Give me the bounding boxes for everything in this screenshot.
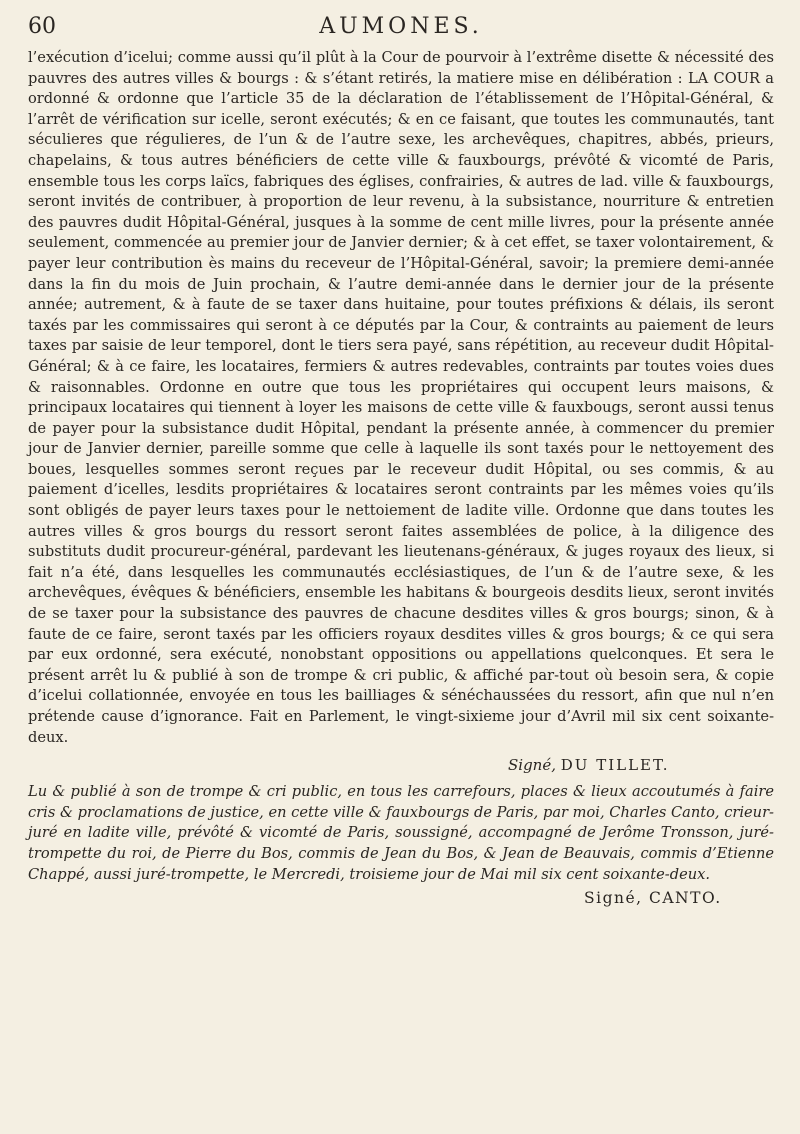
signature-name: DU TILLET. (560, 756, 670, 775)
signature-canto: Signé, CANTO. (584, 889, 722, 908)
signature-du-tillet (28, 754, 774, 776)
running-head (28, 14, 774, 48)
running-title: AUMONES. (319, 14, 483, 39)
signature-label: Signé, (508, 756, 556, 775)
body-paragraph: l’exécution d’icelui; comme aussi qu’il plût à la Cour de pourvoir à l’extrême disette & nécessité des pauvres des autres villes & bourgs : & s’étant retirés, la matiere mise en délibération : LA COUR a ordonné & ordonne que l’article 35 de la déclaration de l’établissement de l’Hôpital-Général, & l’arrêt de vérification sur icelle, seront exécutés; & en ce faisant, que toutes les communautés, tant séculieres que régulieres, de l’un & de l’autre sexe, les archevêques, chapitres, abbés, prieurs, chapelains, & tous autres bénéficiers de cette ville & fauxbourgs, prévôté & vicomté de Paris, ensemble tous les corps laïcs, fabriques des églises, confrairies, & autres de lad. ville & fauxbourgs, seront invités de contribuer, à proportion de leur revenu, à la subsistance, nourriture & entretien des pauvres dudit Hôpital-Général, jusques à la somme de cent mille livres, pour la présente année seulement, commencée au premier jour de Janvier dernier; & à cet effet, se taxer volontairement, & payer leur contribution ès mains du receveur de l’Hôpital-Général, savoir; la premiere demi-année dans la fin du mois de Juin prochain, & l’autre demi-année dans le dernier jour de la présente année; autrement, & à faute de se taxer dans huitaine, pour toutes préfixions & délais, ils seront taxés par les commissaires qui seront à ce députés par la Cour, & contraints au paiement de leurs taxes par saisie de leur temporel, dont le tiers sera payé, sans répétition, au receveur dudit Hôpital-Général; & à ce faire, les locataires, fermiers & autres redevables, contraints par toutes voies dues & raisonnables. Ordonne en outre que tous les propriétaires qui occupent leurs maisons, & principaux locataires qui tiennent à loyer les maisons de cette ville & fauxbougs, seront aussi tenus de payer pour la subsistance dudit Hôpital, pendant la présente année, à commencer du premier jour de Janvier dernier, pareille somme que celle à laquelle ils sont taxés pour le nettoyement des boues, lesquelles sommes seront reçues par le receveur dudit Hôpital, ou ses commis, & au paiement d’icelles, lesdits propriétaires & locataires seront contraints par les mêmes voies qu’ils sont obligés de payer leurs taxes pour le nettoiement de ladite ville. Ordonne que dans toutes les autres villes & gros bourgs du ressort seront faites assemblées de police, à la diligence des substituts dudit procureur-général, pardevant les lieutenans-généraux, & juges royaux des lieux, si fait n’a été, dans lesquelles les communautés ecclésiastiques, de l’un & de l’autre sexe, & les archevêques, évêques & bénéficiers, ensemble les habitans & bourgeois desdits lieux, seront invités de se taxer pour la subsistance des pauvres de chacune desdites villes & gros bourgs; sinon, & à faute de ce faire, seront taxés par les officiers royaux desdites villes & gros bourgs; & ce qui sera par eux ordonné, sera exécuté, nonobstant oppositions ou appellations quelconques. Et sera le présent arrêt lu & publié à son de trompe & cri public, & affiché par-tout où besoin sera, & copie d’icelui collationnée, envoyée en tous les bailliages & sénéchaussées du ressort, afin que nul n’en prétende cause d’ignorance. Fait en Parlement, le vingt-sixieme jour d’Avril mil six cent soixante-deux. (28, 49, 774, 746)
publication-note: Lu & publié à son de trompe & cri public, en tous les carrefours, places & lieux accoutumés à faire cris & proclamations de justice, en cette ville & fauxbourgs de Paris, par moi, Charles Canto, crieur-juré en ladite ville, prévôté & vicomté de Paris, soussigné, accompagné de Jerôme Tronsson, juré-trompette du roi, de Pierre du Bos, commis de Jean du Bos, & Jean de Beauvais, commis d’Etienne Chappé, aussi juré-trompette, le Mercredi, troisieme jour de Mai mil six cent soixante-deux. (28, 783, 774, 883)
page-number: 60 (28, 14, 56, 39)
